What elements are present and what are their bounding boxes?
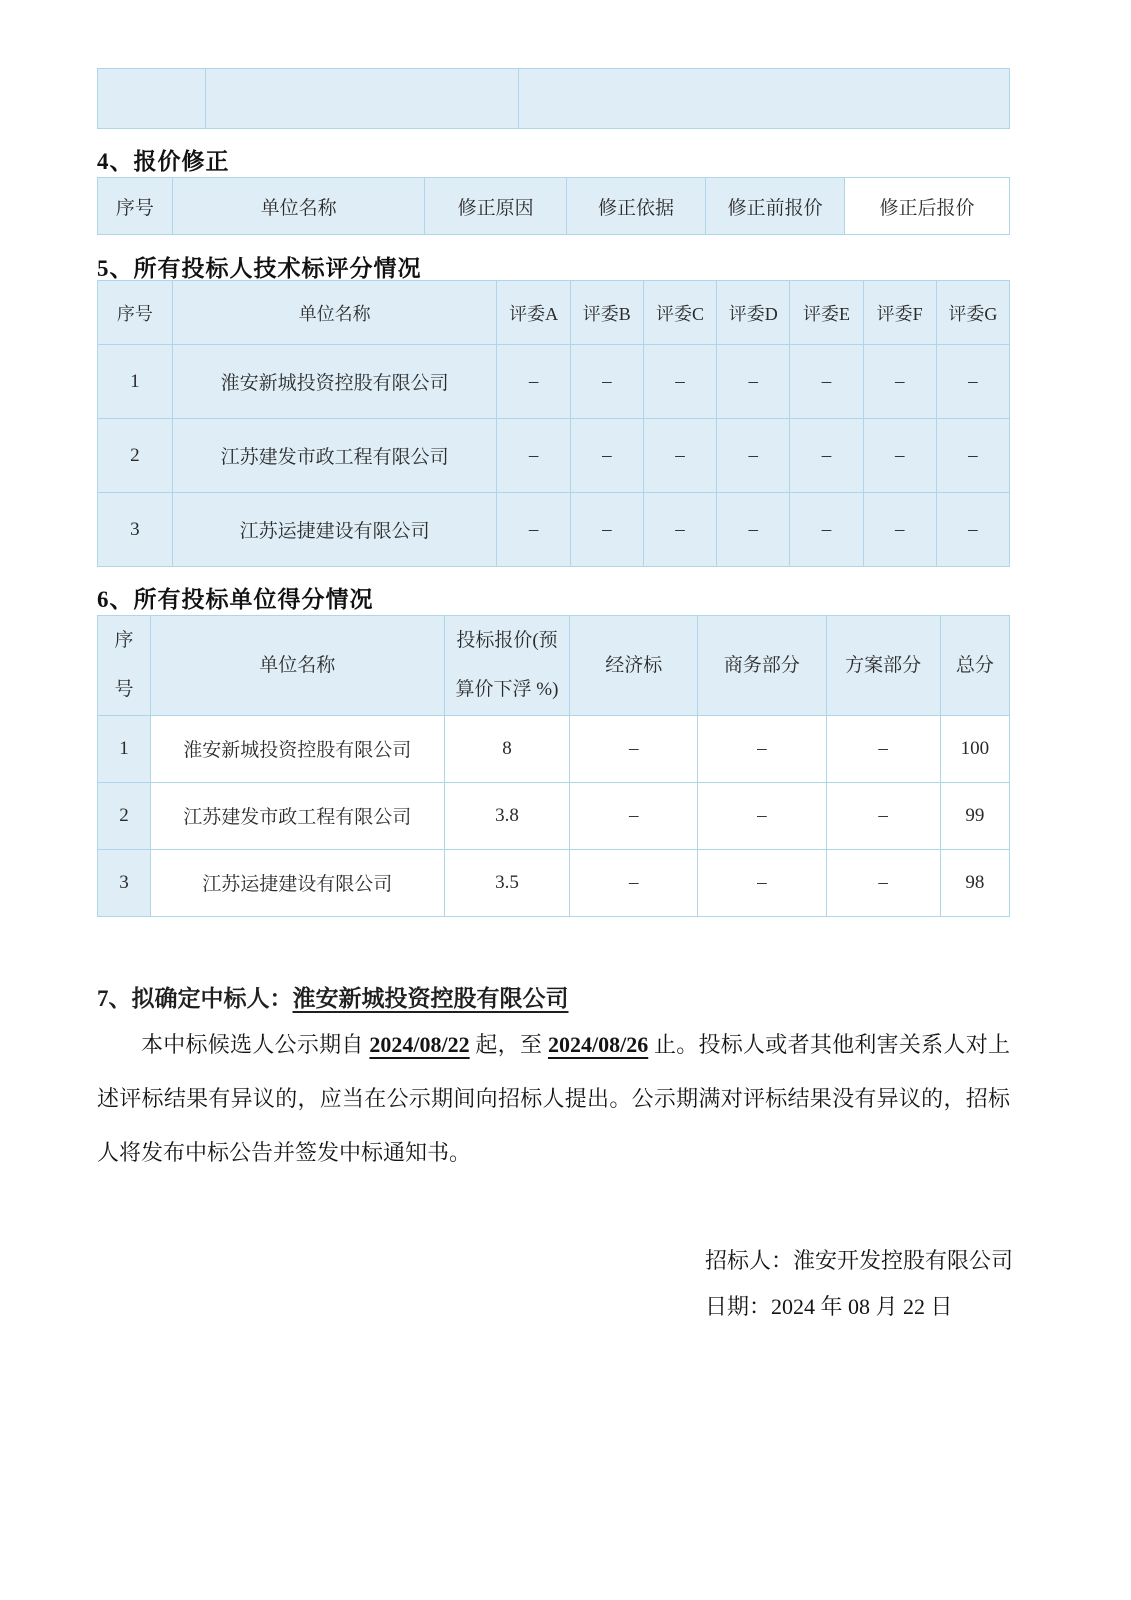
score-cell: – — [863, 493, 936, 567]
column-header: 评委G — [936, 281, 1009, 345]
score-cell: – — [790, 493, 863, 567]
column-header: 评委E — [790, 281, 863, 345]
price-correction-table — [97, 177, 1010, 235]
score-cell: – — [497, 419, 570, 493]
section-4-heading: 4、报价修正 — [97, 149, 230, 174]
column-header: 评委D — [717, 281, 790, 345]
paragraph-text: 起，至 — [469, 1032, 548, 1057]
column-header: 单位名称 — [172, 281, 497, 345]
table-header-row — [98, 616, 1010, 716]
score-cell: – — [936, 345, 1009, 419]
leading-table — [97, 68, 1010, 129]
score-cell: – — [497, 345, 570, 419]
bid-price-cell: 8 — [444, 715, 570, 782]
score-cell: – — [863, 345, 936, 419]
table-row — [98, 493, 1010, 567]
score-cell: – — [790, 345, 863, 419]
winner-label: 7、拟确定中标人： — [97, 986, 293, 1011]
company-name-cell: 淮安新城投资控股有限公司 — [150, 715, 444, 782]
publicity-end-date: 2024/08/26 — [547, 1032, 649, 1057]
column-header: 评委A — [497, 281, 570, 345]
score-cell: – — [570, 493, 643, 567]
section-6-heading: 6、所有投标单位得分情况 — [97, 587, 374, 612]
row-index-cell: 3 — [98, 849, 151, 916]
company-name-cell: 淮安新城投资控股有限公司 — [172, 345, 497, 419]
score-cell: – — [863, 419, 936, 493]
column-header: 修正前报价 — [706, 178, 845, 235]
score-cell: – — [826, 849, 940, 916]
row-index-cell: 2 — [98, 782, 151, 849]
score-cell: – — [643, 419, 716, 493]
score-cell: – — [717, 419, 790, 493]
column-header: 总分 — [940, 616, 1009, 716]
table-row — [98, 782, 1010, 849]
score-cell: – — [826, 715, 940, 782]
tenderer-line: 招标人：淮安开发控股有限公司 — [704, 1248, 1013, 1273]
column-header: 商务部分 — [698, 616, 827, 716]
table-row — [98, 715, 1010, 782]
technical-score-table — [97, 280, 1010, 567]
technical-score-table-wrap — [97, 280, 1010, 567]
bid-price-cell: 3.5 — [444, 849, 570, 916]
score-cell: – — [698, 849, 827, 916]
column-header: 修正后报价 — [844, 178, 1009, 235]
column-header: 修正依据 — [566, 178, 706, 235]
price-correction-table-wrap — [97, 177, 1010, 235]
table-row — [98, 419, 1010, 493]
column-header: 修正原因 — [425, 178, 566, 235]
score-cell: – — [936, 493, 1009, 567]
table-row — [98, 345, 1010, 419]
section-7-heading — [97, 980, 1010, 1013]
winner-company: 淮安新城投资控股有限公司 — [292, 986, 569, 1011]
leading-table-wrap — [97, 68, 1010, 129]
total-score-cell: 99 — [940, 782, 1009, 849]
column-header: 单位名称 — [150, 616, 444, 716]
column-header: 经济标 — [570, 616, 698, 716]
section-5-heading: 5、所有投标人技术标评分情况 — [97, 256, 422, 281]
table-header-row — [98, 281, 1010, 345]
score-cell: – — [497, 493, 570, 567]
total-score-cell: 98 — [940, 849, 1009, 916]
score-cell: – — [936, 419, 1009, 493]
table-cell — [205, 69, 518, 129]
paragraph-text: 本中标候选人公示期自 — [141, 1032, 370, 1057]
paragraph-text: 止。投标人或者其他利害关系人对上述评标结果有异议的，应当在公示期间向招标人提出。公示期满对评标结果没有异议的，招标人将发布中标公告并签发中标通知书。 — [97, 1032, 1010, 1165]
column-header: 序号 — [98, 178, 173, 235]
table-cell — [98, 69, 206, 129]
table-cell — [518, 69, 1010, 129]
company-name-cell: 江苏建发市政工程有限公司 — [172, 419, 497, 493]
column-header: 投标报价(预算价下浮 %) — [444, 616, 570, 716]
total-score-table — [97, 615, 1010, 917]
row-index-cell: 3 — [98, 493, 173, 567]
score-cell: – — [643, 493, 716, 567]
column-header: 序号 — [98, 281, 173, 345]
column-header: 单位名称 — [172, 178, 425, 235]
score-cell: – — [826, 782, 940, 849]
score-cell: – — [570, 345, 643, 419]
company-name-cell: 江苏运捷建设有限公司 — [172, 493, 497, 567]
score-cell: – — [570, 782, 698, 849]
column-header: 方案部分 — [826, 616, 940, 716]
score-cell: – — [643, 345, 716, 419]
date-line: 日期：2024 年 08 月 22 日 — [704, 1294, 953, 1319]
row-index-cell: 2 — [98, 419, 173, 493]
score-cell: – — [570, 419, 643, 493]
score-cell: – — [717, 345, 790, 419]
score-cell: – — [698, 782, 827, 849]
row-index-cell: 1 — [98, 345, 173, 419]
signature-block — [705, 1238, 1013, 1330]
score-cell: – — [570, 715, 698, 782]
bid-price-cell: 3.8 — [444, 782, 570, 849]
table-row — [98, 69, 1010, 129]
score-cell: – — [717, 493, 790, 567]
table-row — [98, 849, 1010, 916]
score-cell: – — [790, 419, 863, 493]
column-header: 序号 — [98, 616, 151, 716]
total-score-cell: 100 — [940, 715, 1009, 782]
publicity-start-date: 2024/08/22 — [369, 1032, 470, 1057]
company-name-cell: 江苏运捷建设有限公司 — [150, 849, 444, 916]
publicity-paragraph — [97, 1018, 1010, 1180]
score-cell: – — [570, 849, 698, 916]
company-name-cell: 江苏建发市政工程有限公司 — [150, 782, 444, 849]
total-score-table-wrap — [97, 615, 1010, 917]
column-header: 评委B — [570, 281, 643, 345]
column-header: 评委C — [643, 281, 716, 345]
column-header: 评委F — [863, 281, 936, 345]
score-cell: – — [698, 715, 827, 782]
row-index-cell: 1 — [98, 715, 151, 782]
table-header-row — [98, 178, 1010, 235]
